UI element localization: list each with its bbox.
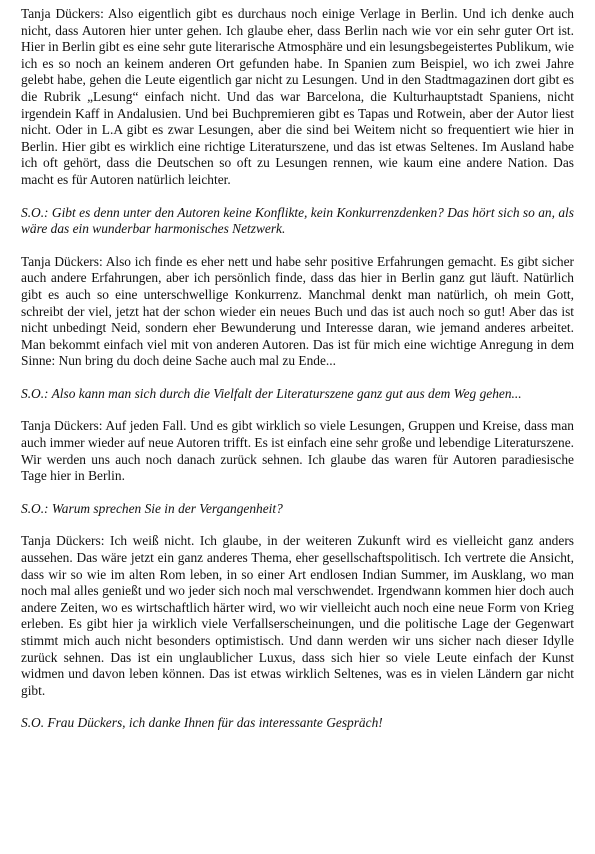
closing-remark: S.O. Frau Dückers, ich danke Ihnen für das interessante Gespräch! xyxy=(21,715,383,731)
question-paragraph-2: S.O.: Also kann man sich durch die Vielfalt der Literaturszene ganz gut aus dem Weg gehen... xyxy=(21,385,522,401)
answer-paragraph-3: Tanja Dückers: Auf jeden Fall. Und es gibt wirklich so viele Lesungen, Gruppen und Kreise, dass man auch immer wieder auf neue Autoren trifft. Es ist einfach eine sehr große und lebendige Literaturszene. Wir werden uns auch noch danach zurück sehnen. Ich glaube das waren für Autoren paradiesische Tage hier in Berlin. xyxy=(21,418,574,484)
question-paragraph-1: S.O.: Gibt es denn unter den Autoren keine Konflikte, kein Konkurrenzdenken? Das hört sich so an, als wäre das ein wunderbar harmonisches Netzwerk. xyxy=(21,204,574,237)
answer-paragraph-2: Tanja Dückers: Also ich finde es eher nett und habe sehr positive Erfahrungen gemacht. Es gibt sicher auch andere Erfahrungen, aber ich persönlich finde, dass das hier in Berlin ganz gut läuft. Natürlich gibt es auch so eine unterschwellige Konkurrenz. Manchmal denkt man natürlich, oh mein Gott, schreibt der viel, jetzt hat der schon wieder ein neues Buch und das ist auch noch so gut! Aber das ist nicht unbedingt Neid, sondern eher Bewunderung und Interesse daran, wie jemand anderes arbeitet. Man bekommt einfach viel mit von anderen Autoren. Das ist für mich eine wichtige Anregung in dem Sinne: Nun bring du doch deine Sache auch mal zu Ende... xyxy=(21,253,574,369)
answer-paragraph-4: Tanja Dückers: Ich weiß nicht. Ich glaube, in der weiteren Zukunft wird es vielleicht ganz anders aussehen. Das wäre jetzt ein ganz anderes Thema, eher gesellschaftspolitisch. Ich vertrete die Ansicht, dass wir so wie im alten Rom leben, in so einer Art endlosen Indian Summer, im Ausklang, wo man noch mal alles genießt und wo jeder sich noch mal verschwendet. Irgendwann kommen hier doch auch andere Zeiten, wo es wirtschaftlich härter wird, wo wir vielleicht auch noch eine neue Form von Krieg erleben. Es gibt hier ja wirklich viele Verfallserscheinungen, und die politische Lage der Gegenwart stimmt mich auch nicht besonders optimistisch. Und dann werden wir uns sicher nach dieser Idylle zurück sehnen. Das ist ein unglaublicher Luxus, dass sich hier so viele Leute einfach der Kunst widmen und davon leben können. Das ist etwas wirklich Seltenes, was es in vielen Ländern gar nicht gibt. xyxy=(21,533,574,698)
answer-paragraph-1: Tanja Dückers: Also eigentlich gibt es durchaus noch einige Verlage in Berlin. Und ich denke auch nicht, dass Autoren hier unter gehen. Ich glaube eher, dass Berlin nach wie vor ein sehr guter Ort ist. Hier in Berlin gibt es eine sehr gute literarische Atmosphäre und ein lesungsbegeistertes Publikum, wie ich es so noch an keinem anderen Ort gefunden habe. In Spanien zum Beispiel, wo ich zwei Jahre gelebt habe, gehen die Leute eigentlich gar nicht zu Lesungen. Und in den Stadtmagazinen dort gibt es die Rubrik „Lesung“ einfach nicht. Und das war Barcelona, die Kulturhauptstadt Spaniens, nicht irgendein Kaff in Andalusien. Und bei Buchpremieren gibt es Tapas und Rotwein, aber der Autor liest nicht. Oder in L.A gibt es zwar Lesungen, aber die sind bei Weitem nicht so frequentiert wie hier in Berlin. Hier gibt es wirklich eine richtige Literaturszene, und das ist etwas Seltenes. Im Ausland habe ich oft gehört, dass die Deutschen so oft zu Lesungen rennen, wie kaum eine andere Nation. Das macht es für Autoren natürlich leichter. xyxy=(21,6,574,187)
question-paragraph-3: S.O.: Warum sprechen Sie in der Vergangenheit? xyxy=(21,500,283,516)
interview-page xyxy=(21,6,574,732)
